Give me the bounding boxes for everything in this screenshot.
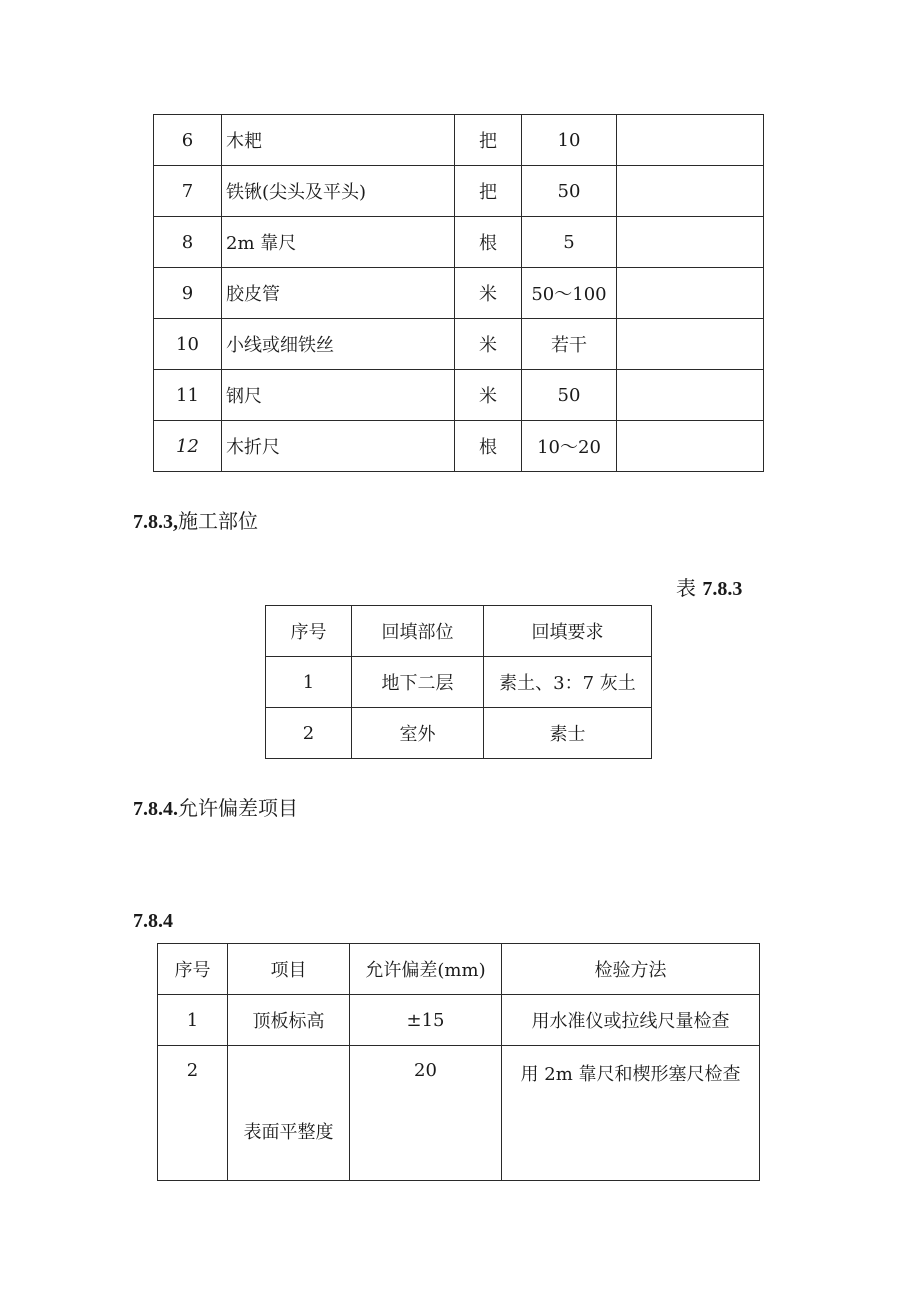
tool-name: 胶皮管	[222, 268, 455, 319]
table-row	[158, 995, 760, 1046]
table-row	[154, 166, 764, 217]
row-number: 11	[154, 370, 222, 421]
check-item: 顶板标高	[228, 995, 350, 1046]
table-row	[266, 657, 652, 708]
row-number: 7	[154, 166, 222, 217]
tool-unit: 把	[455, 166, 522, 217]
section-number: 7.8.4.	[133, 798, 178, 820]
column-header: 序号	[266, 606, 352, 657]
caption-number: 7.8.3	[702, 578, 743, 600]
tool-unit: 根	[455, 421, 522, 472]
table-row	[158, 1046, 760, 1181]
tool-unit: 米	[455, 268, 522, 319]
inspection-method: 用水准仪或拉线尺量检查	[502, 995, 760, 1046]
tool-note	[617, 421, 764, 472]
row-number: 1	[266, 657, 352, 708]
column-header: 允许偏差(mm)	[350, 944, 502, 995]
fill-location: 室外	[352, 708, 484, 759]
tool-quantity: 50	[522, 166, 617, 217]
tool-name: 2m 靠尺	[222, 217, 455, 268]
table-row	[154, 217, 764, 268]
tool-unit: 根	[455, 217, 522, 268]
row-number: 6	[154, 115, 222, 166]
caption-number: 7.8.4	[133, 910, 173, 932]
row-number: 2	[158, 1046, 228, 1181]
row-number: 9	[154, 268, 222, 319]
table-header-row	[158, 944, 760, 995]
tool-name: 小线或细铁丝	[222, 319, 455, 370]
table-row	[154, 319, 764, 370]
table-caption-784	[133, 908, 173, 933]
tool-name: 铁锹(尖头及平头)	[222, 166, 455, 217]
fill-requirement: 素土、3：7 灰土	[484, 657, 652, 708]
column-header: 序号	[158, 944, 228, 995]
tools-table	[153, 114, 764, 472]
row-number: 2	[266, 708, 352, 759]
tool-note	[617, 370, 764, 421]
table-header-row	[266, 606, 652, 657]
parts-table	[265, 605, 652, 759]
allowed-deviation: 20	[350, 1046, 502, 1181]
fill-location: 地下二层	[352, 657, 484, 708]
tool-note	[617, 319, 764, 370]
tool-note	[617, 166, 764, 217]
inspection-method: 用 2m 靠尺和楔形塞尺检查	[502, 1046, 760, 1181]
tool-quantity: 若干	[522, 319, 617, 370]
section-title: 允许偏差项目	[178, 796, 298, 820]
caption-prefix: 表	[676, 576, 696, 600]
tool-quantity: 10	[522, 115, 617, 166]
column-header: 回填要求	[484, 606, 652, 657]
tolerance-table	[157, 943, 760, 1181]
tool-quantity: 50	[522, 370, 617, 421]
tool-unit: 米	[455, 319, 522, 370]
tool-name: 木耙	[222, 115, 455, 166]
column-header: 检验方法	[502, 944, 760, 995]
section-heading-784	[133, 792, 298, 821]
tool-note	[617, 268, 764, 319]
table-row	[266, 708, 652, 759]
tool-note	[617, 115, 764, 166]
table-caption-783	[676, 572, 742, 601]
table-row	[154, 421, 764, 472]
tool-name: 钢尺	[222, 370, 455, 421]
row-number: 8	[154, 217, 222, 268]
column-header: 项目	[228, 944, 350, 995]
tool-unit: 把	[455, 115, 522, 166]
row-number: 12	[154, 421, 222, 472]
table-row	[154, 115, 764, 166]
check-item: 表面平整度	[228, 1046, 350, 1181]
row-number: 1	[158, 995, 228, 1046]
tool-note	[617, 217, 764, 268]
column-header: 回填部位	[352, 606, 484, 657]
section-title: 施工部位	[178, 509, 258, 533]
section-number: 7.8.3,	[133, 511, 178, 533]
tool-name: 木折尺	[222, 421, 455, 472]
table-row	[154, 370, 764, 421]
table-row	[154, 268, 764, 319]
row-number: 10	[154, 319, 222, 370]
section-heading-783	[133, 505, 258, 534]
tool-quantity: 50～100	[522, 268, 617, 319]
tool-quantity: 10～20	[522, 421, 617, 472]
tool-quantity: 5	[522, 217, 617, 268]
fill-requirement: 素士	[484, 708, 652, 759]
tool-unit: 米	[455, 370, 522, 421]
allowed-deviation: ±15	[350, 995, 502, 1046]
